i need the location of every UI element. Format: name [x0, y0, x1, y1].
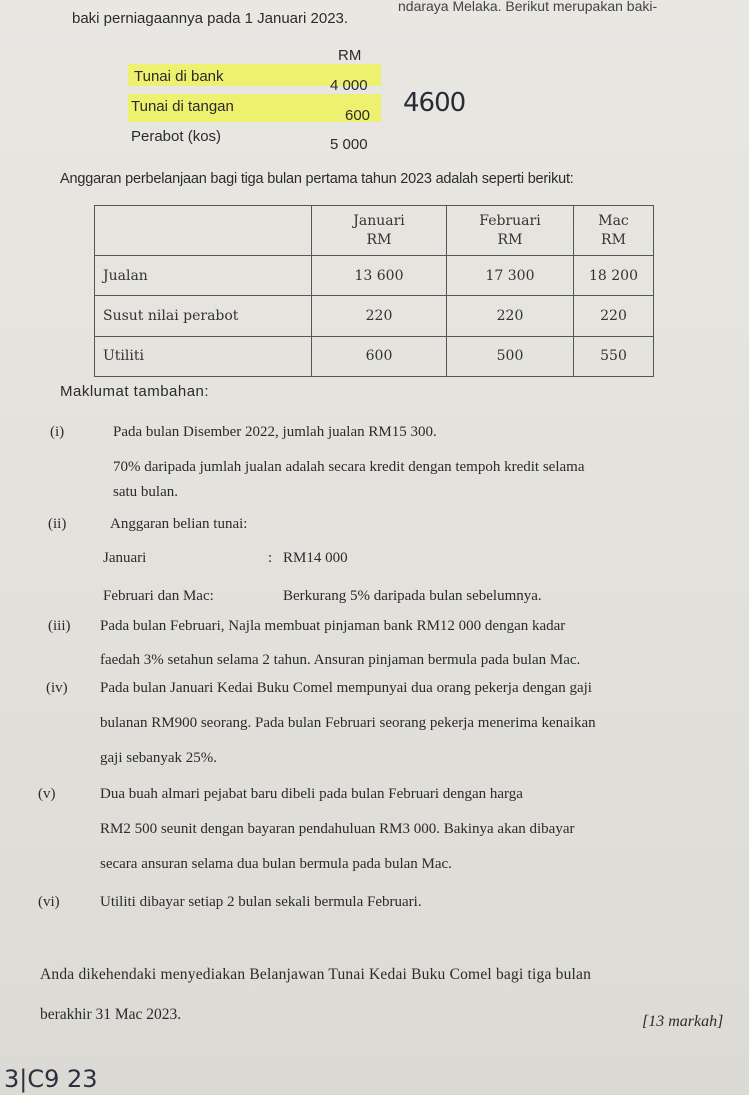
item-ii-sub-value-1: RM14 000	[283, 550, 348, 566]
cell-jualan-mac: 18 200	[574, 256, 654, 296]
intro-line: baki perniagaannya pada 1 Januari 2023.	[72, 10, 349, 27]
item-number-vi: (vi)	[38, 894, 60, 910]
header-februari-label: Februari	[479, 212, 541, 229]
header-fragment: ndaraya Melaka. Berikut merupakan baki-	[398, 0, 658, 14]
item-iv-line-2: bulanan RM900 seorang. Pada bulan Februari seorang pekerja menerima kenaikan	[100, 715, 596, 731]
item-number-v: (v)	[38, 786, 56, 802]
cell-utiliti-mac: 550	[574, 336, 654, 376]
marks-label: [13 markah]	[642, 1013, 724, 1030]
budget-table	[94, 205, 654, 377]
item-iv-line-3: gaji sebanyak 25%.	[100, 750, 218, 766]
item-ii-sub-sep-1: :	[268, 550, 273, 566]
balance-label-furniture: Perabot (kos)	[131, 128, 222, 145]
item-v-line-3: secara ansuran selama dua bulan bermula pada bulan Mac.	[100, 856, 452, 872]
item-v-line-1: Dua buah almari pejabat baru dibeli pada bulan Februari dengan harga	[100, 786, 523, 802]
item-ii-line-1: Anggaran belian tunai:	[110, 516, 248, 532]
cell-susut-feb: 220	[447, 296, 574, 336]
row-label-utiliti: Utiliti	[95, 336, 312, 376]
item-ii-sub-label-2: Februari dan Mac:	[103, 588, 214, 604]
cell-jualan-jan: 13 600	[312, 256, 447, 296]
item-iv-line-1: Pada bulan Januari Kedai Buku Comel mempunyai dua orang pekerja dengan gaji	[100, 680, 592, 696]
handwritten-cash-total: 4600	[403, 88, 466, 118]
table-header-mac	[574, 206, 654, 256]
balance-value-bank: 4 000	[330, 77, 368, 94]
table-row	[95, 336, 654, 376]
budget-intro: Anggaran perbelanjaan bagi tiga bulan pertama tahun 2023 adalah seperti berikut:	[60, 171, 574, 187]
balance-label-cash: Tunai di tangan	[131, 98, 234, 115]
item-ii-sub-value-2: Berkurang 5% daripada bulan sebelumnya.	[283, 588, 542, 604]
item-iii-line-1: Pada bulan Februari, Najla membuat pinjaman bank RM12 000 dengan kadar	[100, 618, 566, 634]
item-i-line-2: 70% daripada jumlah jualan adalah secara kredit dengan tempoh kredit selama	[113, 459, 585, 475]
question-line-1: Anda dikehendaki menyediakan Belanjawan Tunai Kedai Buku Comel bagi tiga bulan	[40, 966, 592, 983]
balances-currency-header: RM	[338, 47, 362, 64]
item-v-line-2: RM2 500 seunit dengan bayaran pendahuluan RM3 000. Bakinya akan dibayar	[100, 821, 575, 837]
item-iii-line-2: faedah 3% setahun selama 2 tahun. Ansuran pinjaman bermula pada bulan Mac.	[100, 652, 581, 668]
item-ii-sub-label-1: Januari	[103, 550, 147, 566]
cell-susut-jan: 220	[312, 296, 447, 336]
balance-value-furniture: 5 000	[330, 136, 368, 153]
balance-value-cash: 600	[345, 107, 371, 124]
table-header-blank	[95, 206, 312, 256]
additional-info-heading: Maklumat tambahan:	[60, 383, 210, 400]
table-row	[95, 296, 654, 336]
balance-label-bank: Tunai di bank	[134, 68, 224, 85]
cell-utiliti-jan: 600	[312, 336, 447, 376]
table-row	[95, 256, 654, 296]
row-label-jualan: Jualan	[95, 256, 312, 296]
table-header-row	[95, 206, 654, 256]
header-januari-unit: RM	[366, 231, 392, 248]
item-number-ii: (ii)	[48, 516, 67, 532]
item-i-line-3: satu bulan.	[113, 484, 178, 500]
item-number-i: (i)	[50, 424, 65, 440]
item-vi-line-1: Utiliti dibayar setiap 2 bulan sekali bermula Februari.	[100, 894, 422, 910]
item-i-line-1: Pada bulan Disember 2022, jumlah jualan RM15 300.	[113, 424, 437, 440]
table-header-februari	[447, 206, 574, 256]
cell-jualan-feb: 17 300	[447, 256, 574, 296]
header-mac-label: Mac	[598, 212, 629, 229]
question-line-2: berakhir 31 Mac 2023.	[40, 1006, 182, 1023]
item-number-iv: (iv)	[46, 680, 68, 696]
cell-susut-mac: 220	[574, 296, 654, 336]
header-februari-unit: RM	[497, 231, 523, 248]
table-header-januari	[312, 206, 447, 256]
header-mac-unit: RM	[601, 231, 626, 248]
header-januari-label: Januari	[353, 212, 405, 229]
item-number-iii: (iii)	[48, 618, 71, 634]
handwritten-footer: 3|C9 23	[4, 1065, 98, 1093]
row-label-susut: Susut nilai perabot	[95, 296, 312, 336]
cell-utiliti-feb: 500	[447, 336, 574, 376]
